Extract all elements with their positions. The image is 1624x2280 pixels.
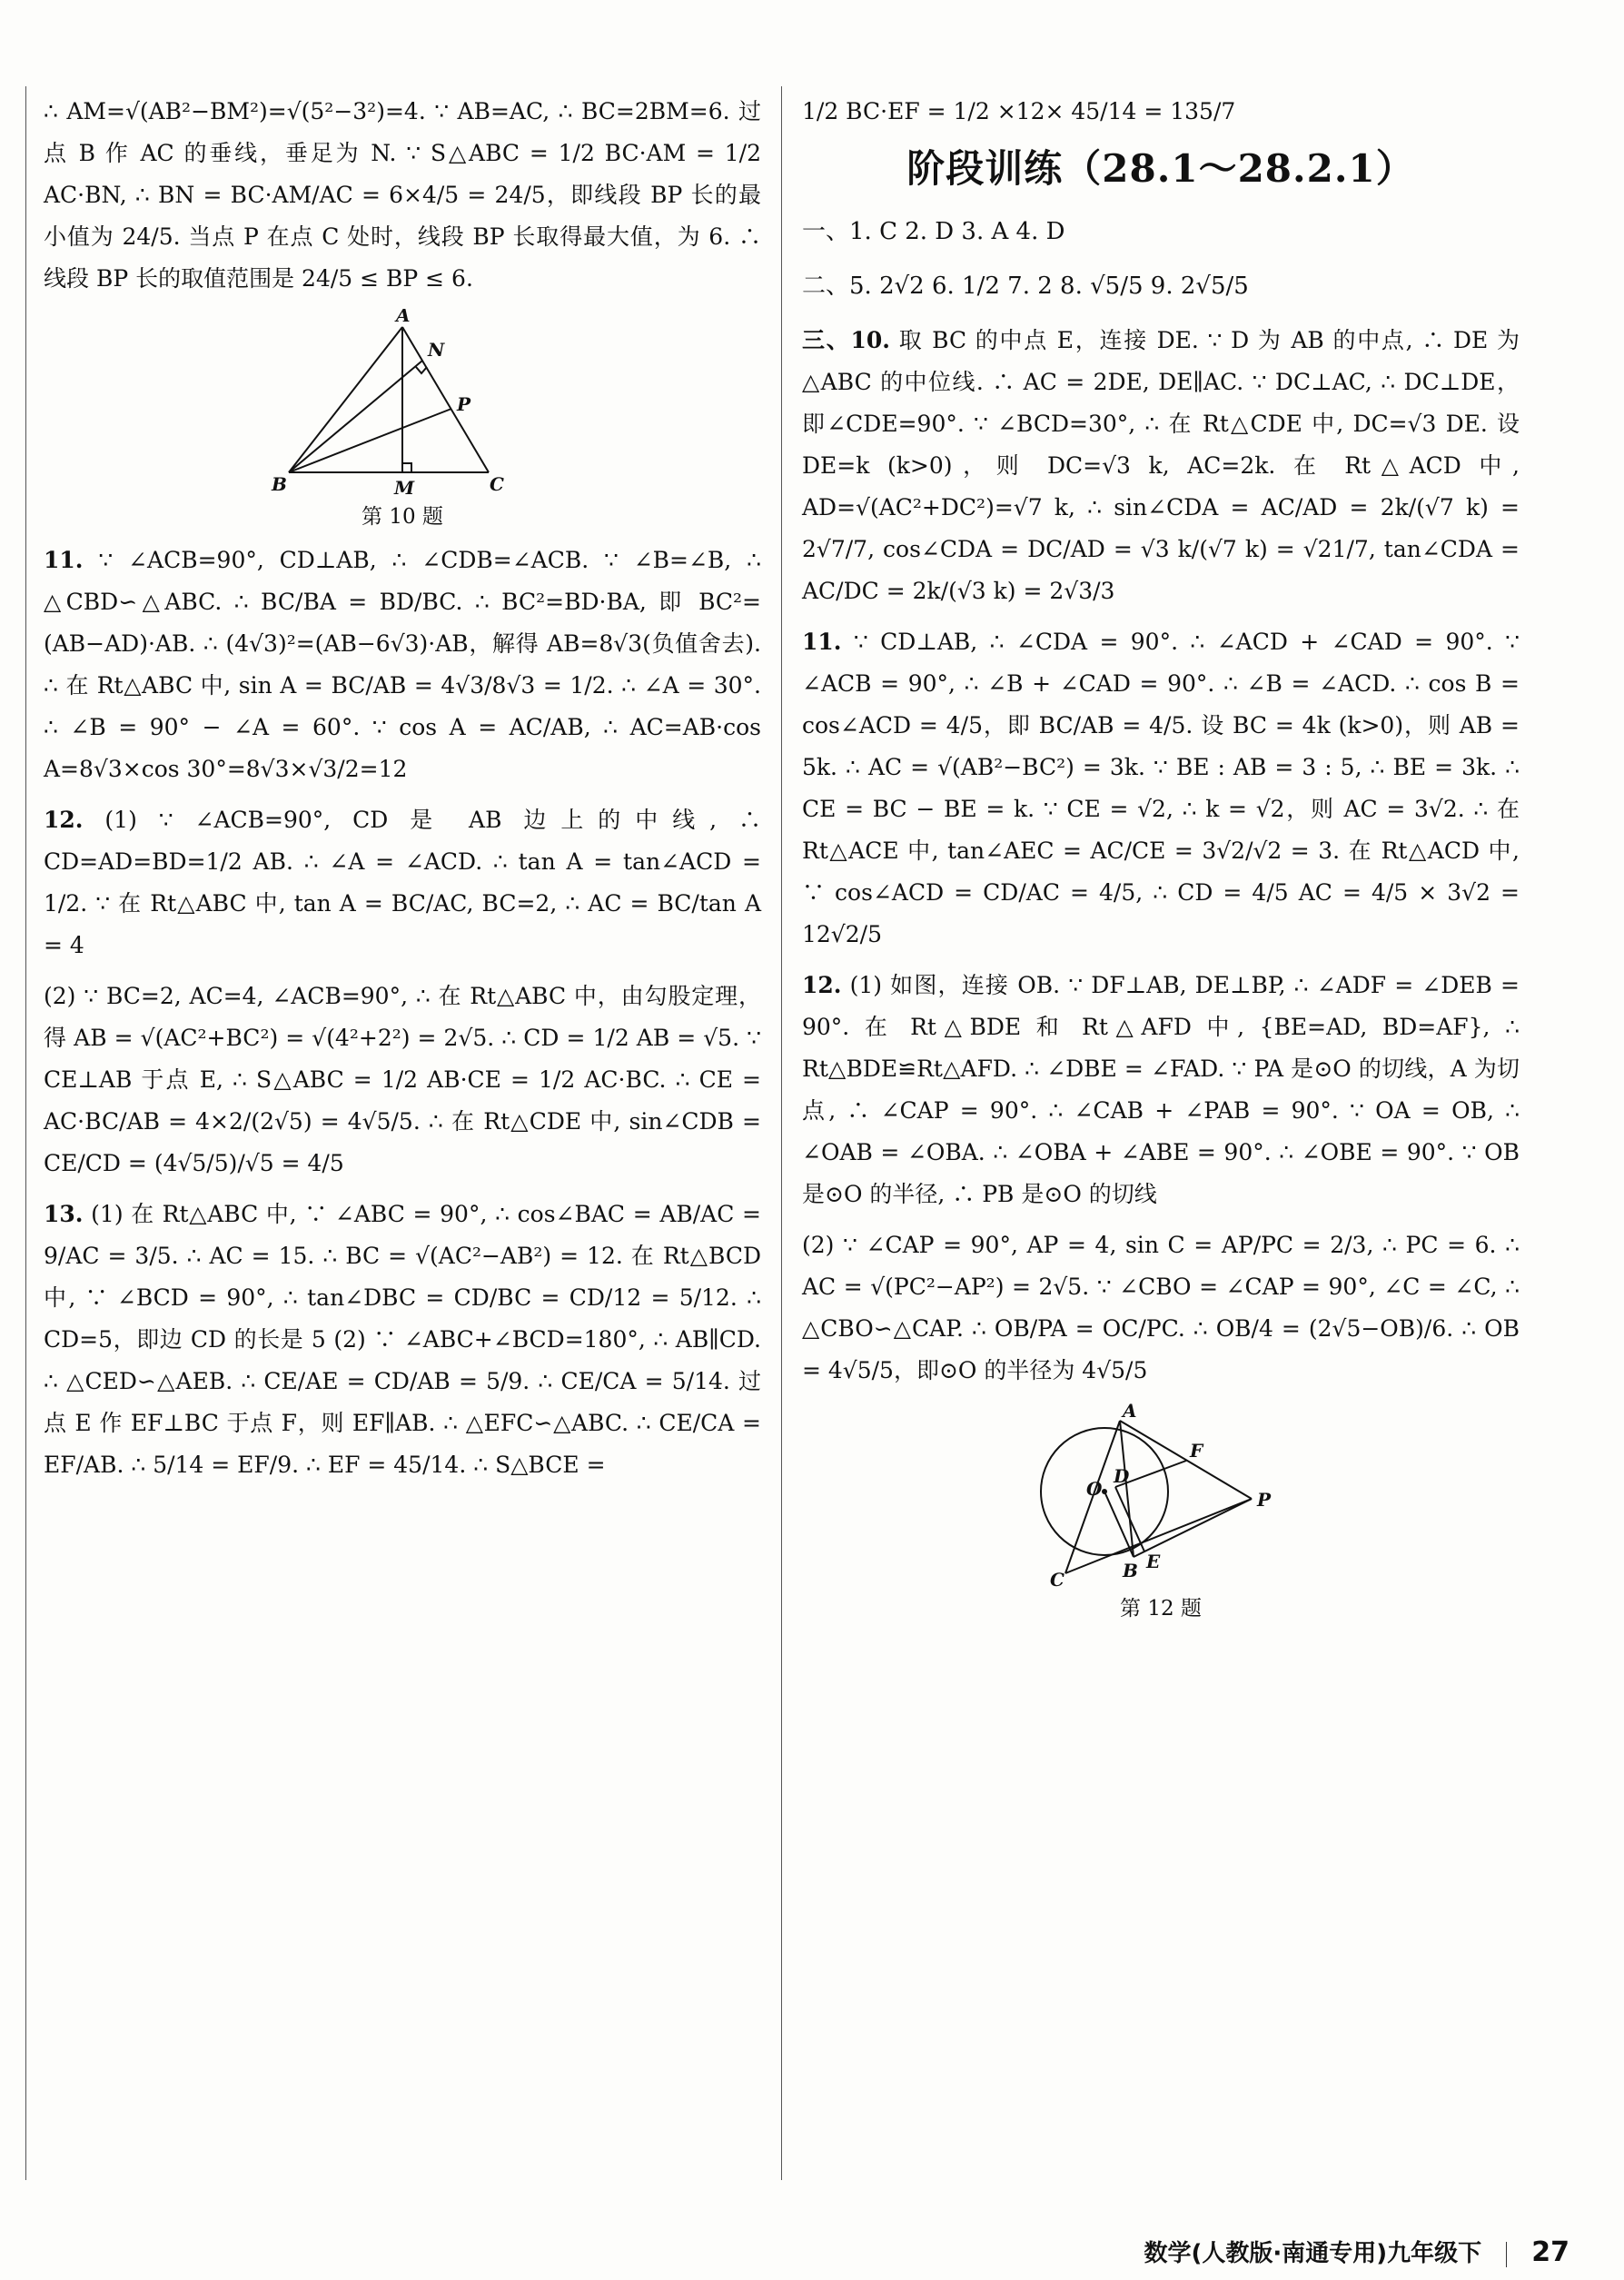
left-margin-rule [25, 86, 26, 2180]
q12-part2-text: (2) ∵ BC=2, AC=4, ∠ACB=90°, ∴ 在 Rt△ABC 中，由勾股定理，得 AB = √(AC²+BC²) = √(4²+2²) = 2√5. ∴ CD = 1/2 AB = √5. ∵ CE⊥AB 于点 E, ∴ S△ABC = 1/2 AB·CE = 1/2 AC·BC. ∴ CE = AC·BC/AB = 4×2/(2√5) = 4√5/5. ∴ 在 Rt△CDE 中, sin∠CDB = CE/CD = (4√5/5)/√5 = 4/5 [44, 983, 761, 1176]
q13-number: 13. [44, 1201, 84, 1227]
page-footer [1144, 2235, 1570, 2268]
figure-10-caption: 第 10 题 [361, 505, 443, 529]
q10-continued-text: ∴ AM=√(AB²−BM²)=√(5²−3²)=4. ∵ AB=AC, ∴ BC=2BM=6. 过点 B 作 AC 的垂线，垂足为 N. ∵ S△ABC = 1/2 BC·AM = 1/2 AC·BN, ∴ BN = BC·AM/AC = 6×4/5 = 24/5，即线段 BP 长的最小值为 24/5. 当点 P 在点 C 处时，线段 BP 长取得最大值，为 6. ∴ 线段 BP 长的取值范围是 24/5 ≤ BP ≤ 6. [44, 98, 761, 292]
figure-12 [1025, 1401, 1297, 1591]
r-q11-text: ∵ CD⊥AB, ∴ ∠CDA = 90°. ∴ ∠ACD + ∠CAD = 90°. ∵ ∠ACB = 90°, ∴ ∠B + ∠CAD = 90°. ∴ ∠B = ∠ACD. ∴ cos B = cos∠ACD = 4/5，即 BC/AB = 4/5. 设 BC = 4k (k>0)，则 AB = 5k. ∴ AC = √(AB²−BC²) = 3k. ∵ BE : AB = 3 : 5, ∴ BE = 3k. ∴ CE = BC − BE = k. ∵ CE = √2, ∴ k = √2，则 AC = 3√2. ∴ 在 Rt△ACE 中, tan∠AEC = AC/CE = 3√2/√2 = 3. 在 Rt△ACD 中, ∵ cos∠ACD = CD/AC = 4/5, ∴ CD = 4/5 AC = 4/5 × 3√2 = 12√2/5 [802, 629, 1520, 947]
q11-answer [44, 540, 761, 790]
book-title: 数学(人教版·南通专用)九年级下 [1144, 2240, 1482, 2267]
figure-12-caption: 第 12 题 [1120, 1597, 1202, 1621]
fig12-label-F: F [1190, 1440, 1203, 1462]
right-column [802, 91, 1520, 1631]
r-q12-part1-text: (1) 如图，连接 OB. ∵ DF⊥AB, DE⊥BP, ∴ ∠ADF = ∠DEB = 90°. 在 Rt△BDE 和 Rt△AFD 中, {BE=AD, BD=AF}, ∴ Rt△BDE≌Rt△AFD. ∴ ∠DBE = ∠FAD. ∵ PA 是⊙O 的切线，A 为切点, ∴ ∠CAP = 90°. ∴ ∠CAB + ∠PAB = 90°. ∵ OA = OB, ∴ ∠OAB = ∠OBA. ∴ ∠OBA + ∠ABE = 90°. ∴ ∠OBE = 90°. ∵ OB 是⊙O 的半径, ∴ PB 是⊙O 的切线 [802, 972, 1520, 1207]
r-q12-answer [802, 965, 1520, 1215]
q11-text: ∵ ∠ACB=90°, CD⊥AB, ∴ ∠CDB=∠ACB. ∵ ∠B=∠B, ∴ △CBD∽△ABC. ∴ BC/BA = BD/BC. ∴ BC²=BD·BA, 即 BC²=(AB−AD)·AB. ∴ (4√3)²=(AB−6√3)·AB，解得 AB=8√3(负值舍去). ∴ 在 Rt△ABC 中, sin A = BC/AB = 4√3/8√3 = 1/2. ∴ ∠A = 30°. ∴ ∠B = 90° − ∠A = 60°. ∵ cos A = AC/AB, ∴ AC=AB·cos A=8√3×cos 30°=8√3×√3/2=12 [44, 547, 761, 782]
figure-10 [266, 309, 539, 500]
fig12-label-O: O [1086, 1478, 1103, 1500]
fig10-label-P: P [457, 393, 471, 415]
section-2-answers: 二、5. 2√2 6. 1/2 7. 2 8. √5/5 9. 2√5/5 [802, 273, 1249, 300]
left-column [44, 91, 761, 1495]
r-q12-part2-text: (2) ∵ ∠CAP = 90°, AP = 4, sin C = AP/PC = 2/3, ∴ PC = 6. ∴ AC = √(PC²−AP²) = 2√5. ∵ ∠CBO = ∠CAP = 90°, ∠C = ∠C, ∴ △CBO∽△CAP. ∴ OB/PA = OC/PC. ∴ OB/4 = (2√5−OB)/6. ∴ OB = 4√5/5，即⊙O 的半径为 4√5/5 [802, 1232, 1520, 1383]
page-number: 27 [1531, 2236, 1570, 2268]
r-q11-answer [802, 621, 1520, 956]
fig10-label-N: N [428, 339, 445, 361]
footer-separator [1506, 2242, 1507, 2267]
q13-text: (1) 在 Rt△ABC 中, ∵ ∠ABC = 90°, ∴ cos∠BAC = AB/AC = 9/AC = 3/5. ∴ AC = 15. ∴ BC = √(AC²−AB²) = 12. 在 Rt△BCD 中, ∵ ∠BCD = 90°, ∴ tan∠DBC = CD/BC = CD/12 = 5/12. ∴ CD=5，即边 CD 的长是 5 (2) ∵ ∠ABC+∠BCD=180°, ∴ AB∥CD. ∴ △CED∽△AEB. ∴ CE/AE = CD/AB = 5/9. ∴ CE/CA = 5/14. 过点 E 作 EF⊥BC 于点 F，则 EF∥AB. ∴ △EFC∽△ABC. ∴ CE/CA = EF/AB. ∴ 5/14 = EF/9. ∴ EF = 45/14. ∴ S△BCE = [44, 1201, 761, 1478]
r-q10-answer [802, 320, 1520, 612]
q13-answer [44, 1194, 761, 1486]
r-q12-number: 12. [802, 972, 842, 998]
fig10-label-A: A [396, 309, 411, 326]
fig12-label-D: D [1114, 1465, 1130, 1487]
fig12-label-P: P [1257, 1489, 1272, 1511]
fig12-label-E: E [1146, 1551, 1161, 1572]
q12-answer [44, 799, 761, 967]
q13-continued-text: 1/2 BC·EF = 1/2 ×12× 45/14 = 135/7 [802, 98, 1236, 124]
section-heading: 阶段训练（28.1～28.2.1） [906, 146, 1415, 191]
r-q11-number: 11. [802, 629, 842, 655]
fig10-label-M: M [394, 477, 415, 499]
q11-number: 11. [44, 547, 84, 573]
fig12-label-B: B [1123, 1560, 1138, 1581]
q12-part1-text: (1) ∵ ∠ACB=90°, CD 是 AB 边上的中线, ∴ CD=AD=BD=1/2 AB. ∴ ∠A = ∠ACD. ∴ tan A = tan∠ACD = 1/2. ∵ 在 Rt△ABC 中, tan A = BC/AC, BC=2, ∴ AC = BC/tan A = 4 [44, 807, 761, 958]
section-1-answers: 一、1. C 2. D 3. A 4. D [802, 218, 1065, 245]
r-q10-number: 三、10. [802, 327, 890, 353]
fig10-label-C: C [490, 473, 504, 495]
q12-number: 12. [44, 807, 84, 833]
fig12-label-A: A [1123, 1401, 1137, 1422]
column-divider [781, 86, 782, 2180]
fig10-label-B: B [272, 473, 287, 495]
fig12-label-C: C [1050, 1569, 1065, 1591]
r-q10-text: 取 BC 的中点 E，连接 DE. ∵ D 为 AB 的中点, ∴ DE 为△ABC 的中位线. ∴ AC = 2DE, DE∥AC. ∵ DC⊥AC, ∴ DC⊥DE，即∠CDE=90°. ∵ ∠BCD=30°, ∴ 在 Rt△CDE 中, DC=√3 DE. 设 DE=k (k>0)，则 DC=√3 k, AC=2k. 在 Rt△ACD 中, AD=√(AC²+DC²)=√7 k, ∴ sin∠CDA = AC/AD = 2k/(√7 k) = 2√7/7, cos∠CDA = DC/AD = √3 k/(√7 k) = √21/7, tan∠CDA = AC/DC = 2k/(√3 k) = 2√3/3 [802, 327, 1520, 604]
